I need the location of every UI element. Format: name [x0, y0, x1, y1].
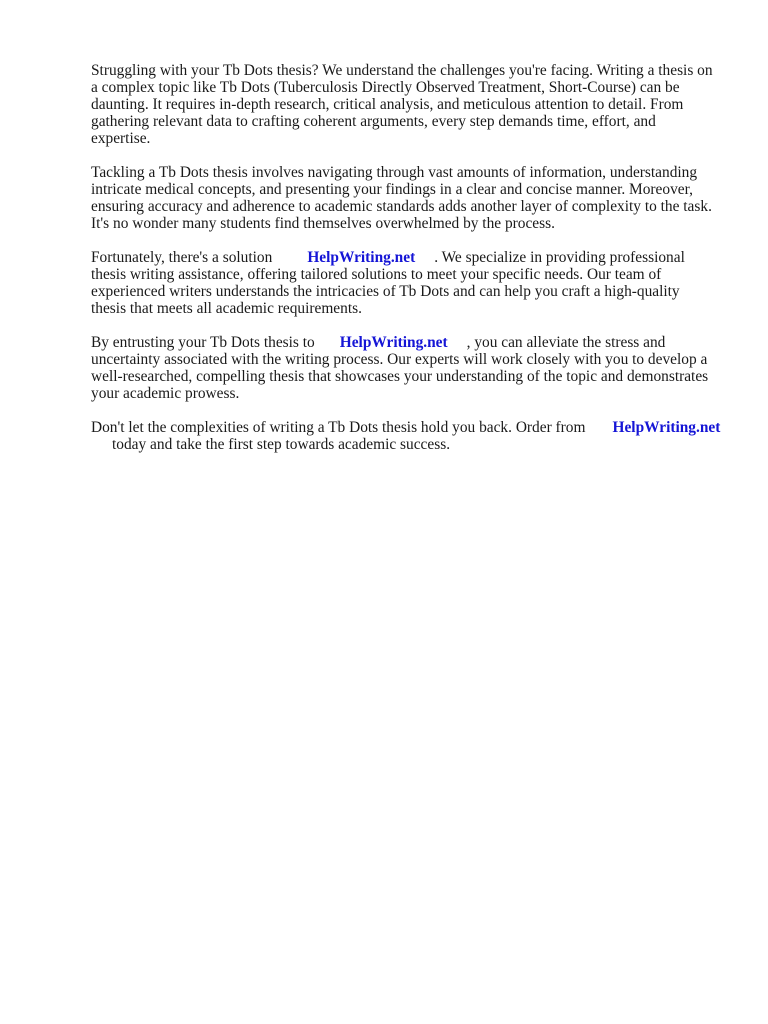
paragraph-entrusting — [91, 334, 731, 402]
text-line: intricate medical concepts, and presenting your findings in a clear and concise manner. Moreover, — [91, 181, 693, 198]
text-line: experienced writers understands the intricacies of Tb Dots and can help you craft a high-quality — [91, 283, 680, 300]
text-line — [91, 249, 731, 266]
text-before-link: Fortunately, there's a solution — [91, 249, 273, 266]
text-line: thesis writing assistance, offering tailored solutions to meet your specific needs. Our team of — [91, 266, 662, 283]
text-line: expertise. — [91, 130, 151, 147]
text-line: a complex topic like Tb Dots (Tuberculosis Directly Observed Treatment, Short-Course) can be — [91, 79, 680, 96]
helpwriting-link[interactable]: HelpWriting.net — [307, 249, 416, 266]
text-line: well-researched, compelling thesis that showcases your understanding of the topic and demonstrates — [91, 368, 709, 385]
text-before-link: Don't let the complexities of writing a Tb Dots thesis hold you back. Order from — [91, 419, 586, 436]
helpwriting-link[interactable]: HelpWriting.net — [612, 419, 721, 436]
text-line — [91, 334, 731, 351]
text-line: gathering relevant data to crafting coherent arguments, every step demands time, effort, and — [91, 113, 656, 130]
document-body — [91, 62, 731, 470]
text-line: your academic prowess. — [91, 385, 240, 402]
text-line: It's no wonder many students find themselves overwhelmed by the process. — [91, 215, 555, 232]
text-line: Struggling with your Tb Dots thesis? We understand the challenges you're facing. Writing a thesis on — [91, 62, 713, 79]
text-line: uncertainty associated with the writing process. Our experts will work closely with you to develop a — [91, 351, 708, 368]
text-line: today and take the first step towards academic success. — [112, 436, 451, 453]
paragraph-solution — [91, 249, 731, 317]
text-before-link: By entrusting your Tb Dots thesis to — [91, 334, 315, 351]
text-after-link: , you can alleviate the stress and — [466, 334, 666, 351]
text-after-link: . We specialize in providing professional — [434, 249, 685, 266]
paragraph-call-to-action — [91, 419, 731, 453]
text-line: daunting. It requires in-depth research, critical analysis, and meticulous attention to detail. From — [91, 96, 684, 113]
text-line — [91, 419, 731, 436]
text-line: thesis that meets all academic requirements. — [91, 300, 362, 317]
text-line: Tackling a Tb Dots thesis involves navigating through vast amounts of information, understanding — [91, 164, 698, 181]
helpwriting-link[interactable]: HelpWriting.net — [339, 334, 448, 351]
text-line: ensuring accuracy and adherence to academic standards adds another layer of complexity to the task. — [91, 198, 712, 215]
paragraph-intro — [91, 62, 731, 147]
paragraph-challenges — [91, 164, 731, 232]
